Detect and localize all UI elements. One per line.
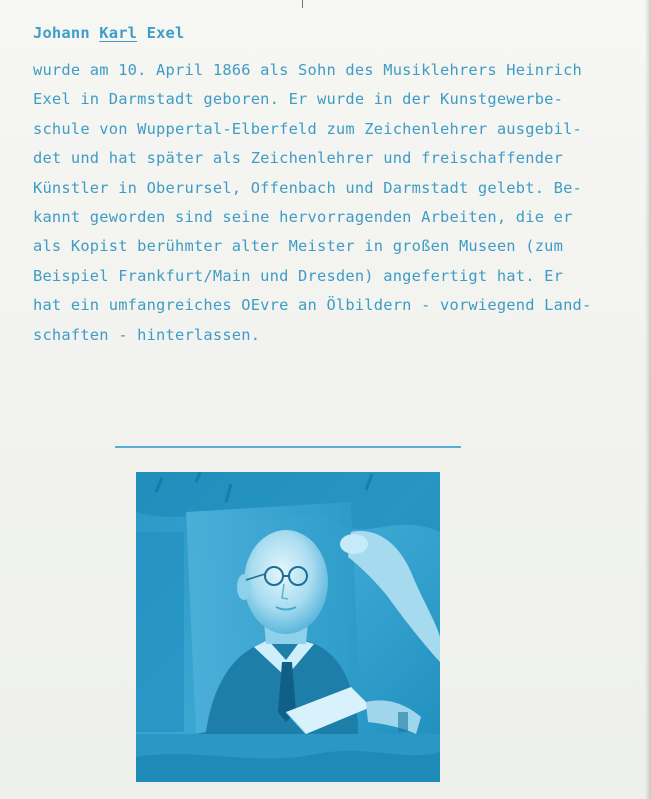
text-line: wurde am 10. April 1866 als Sohn des Musiklehrers Heinrich bbox=[33, 61, 583, 79]
text-line: als Kopist berühmter alter Meister in großen Museen (zum bbox=[33, 237, 564, 256]
first-name: Johann bbox=[33, 24, 90, 42]
text-line: schule von Wuppertal-Elberfeld zum Zeichenlehrer ausgebil- bbox=[33, 119, 583, 138]
text-line: det und hat später als Zeichenlehrer und freischaffender bbox=[33, 149, 564, 168]
text-line: Exel in Darmstadt geboren. Er wurde in der Kunstgewerbe- bbox=[33, 90, 564, 109]
text-line: schaften - hinterlassen. bbox=[33, 325, 261, 344]
person-name-heading bbox=[33, 24, 184, 42]
separator-line bbox=[115, 446, 461, 448]
biography-text bbox=[33, 56, 633, 350]
page-mark bbox=[302, 0, 303, 8]
last-name: Exel bbox=[146, 24, 185, 42]
text-line: kannt geworden sind seine hervorragenden Arbeiten, die er bbox=[33, 207, 573, 226]
page-edge-shadow bbox=[645, 0, 651, 799]
portrait-photo bbox=[136, 472, 440, 782]
text-line: Künstler in Oberursel, Offenbach und Darmstadt gelebt. Be- bbox=[33, 178, 583, 197]
middle-name: Karl bbox=[99, 24, 138, 42]
text-line: hat ein umfangreiches OEvre an Ölbildern - vorwiegend Land- bbox=[33, 296, 592, 315]
text-line: Beispiel Frankfurt/Main und Dresden) angefertigt hat. Er bbox=[33, 266, 564, 285]
